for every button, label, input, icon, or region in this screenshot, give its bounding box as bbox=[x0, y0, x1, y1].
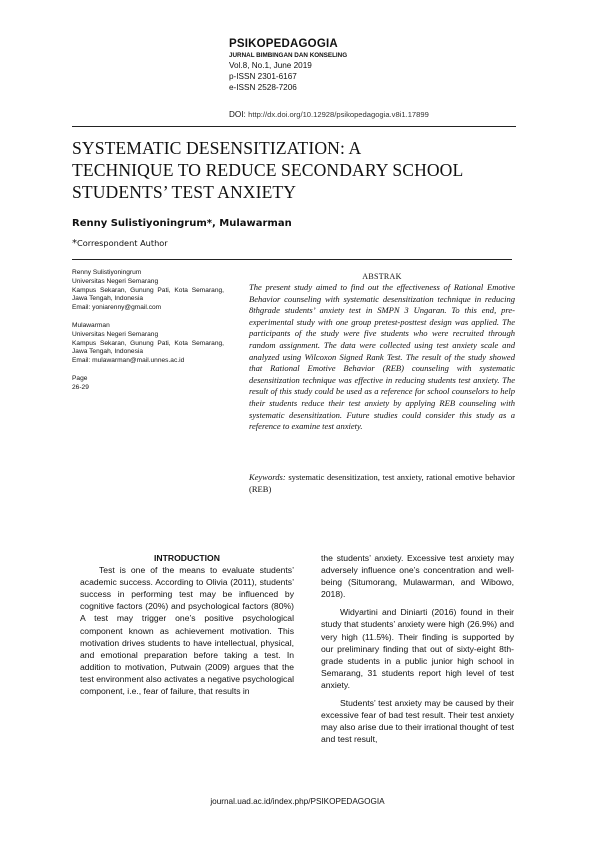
footer-url[interactable]: journal.uad.ac.id/index.php/PSIKOPEDAGOGIA bbox=[210, 797, 385, 806]
abstract-heading: ABSTRAK bbox=[362, 272, 402, 281]
journal-eissn: e-ISSN 2528-7206 bbox=[229, 83, 297, 92]
affiliation-name: Mulawarman bbox=[72, 321, 110, 329]
affiliation-email[interactable]: Email: mulawarman@mail.unnes.ac.id bbox=[72, 357, 185, 365]
body-paragraph: Students’ test anxiety may be caused by their excessive fear of bad test result. Their test anxiety may also arise due to their irrational thought of test and test result, bbox=[321, 698, 514, 745]
journal-pissn: p-ISSN 2301-6167 bbox=[229, 72, 297, 81]
abstract-text: The present study aimed to find out the effectiveness of Rational Emotive Behavior counseling with systematic desensitization technique in reducing 8thgrade students’ anxiety test in SMPN 3 Ungaran. To this end, pre-experimental study with one group pretest-posttest design was applied. The participants of the study were five students who were recruited through random assignment. The data were collected using test anxiety scale and analyzed using Wilcoxon Signed Rank Test. The result of the study showed that Rational Emotive Behavior (REB) counseling with systematic desensitization technique was effective in reducing students test anxiety. The result of this study could be used as a reference for school counselors to help their students reduce their test anxiety by applying REB counseling with systematic desensitization. Future studies could consider this study as a reference to examine test anxiety. bbox=[249, 282, 515, 432]
journal-header bbox=[229, 38, 529, 93]
article-title bbox=[72, 137, 542, 203]
body-column-left bbox=[80, 552, 294, 697]
page-range: 26-29 bbox=[72, 383, 89, 391]
journal-volume: Vol.8, No.1, June 2019 bbox=[229, 61, 312, 70]
affiliation-email[interactable]: Email: yoniarenny@gmail.com bbox=[72, 304, 162, 312]
header-divider bbox=[72, 126, 516, 127]
body-paragraph: Widyartini and Diniarti (2016) found in their study that students’ anxiety were high (26.9%) and very high (11.5%). Their finding is supported by our preliminary finding that out of sixty-eight 8th-grade students in a public junior high school in Semarang, 31 students report high level of test anxiety. bbox=[321, 607, 514, 690]
body-paragraph: the students’ anxiety. Excessive test anxiety may adversely influence one’s concentration and well-being (Situmorang, Mulawarman, and Wibowo, 2018). bbox=[321, 553, 514, 600]
affiliation-name: Renny Sulistiyoningrum bbox=[72, 269, 142, 276]
section-heading-introduction: INTRODUCTION bbox=[154, 553, 220, 563]
correspondent-note bbox=[72, 238, 168, 249]
keywords-list: systematic desensitization, test anxiety, rational emotive behavior (REB) bbox=[249, 472, 515, 494]
author-list: Renny Sulistiyoningrum*, Mulawarman bbox=[72, 218, 292, 229]
page-label: Page bbox=[72, 374, 88, 382]
correspondent-star: * bbox=[72, 238, 77, 249]
affiliation-block bbox=[72, 322, 224, 366]
keywords bbox=[249, 472, 515, 495]
doi-label: DOI: bbox=[229, 110, 246, 119]
affiliation-address: Kampus Sekaran, Gunung Pati, Kota Semarang, Jawa Tengah, Indonesia bbox=[72, 339, 224, 356]
author-divider bbox=[72, 259, 512, 260]
affiliation-university: Universitas Negeri Semarang bbox=[72, 277, 159, 285]
doi-line bbox=[229, 110, 429, 119]
keywords-label: Keywords: bbox=[249, 472, 286, 482]
article-title-line: SYSTEMATIC DESENSITIZATION: A bbox=[72, 138, 362, 158]
journal-name: PSIKOPEDAGOGIA bbox=[229, 38, 338, 50]
affiliation-block bbox=[72, 269, 224, 313]
page-info bbox=[72, 375, 224, 393]
affiliation-university: Universitas Negeri Semarang bbox=[72, 330, 159, 338]
affiliation-address: Kampus Sekaran, Gunung Pati, Kota Semarang, Jawa Tengah, Indonesia bbox=[72, 286, 224, 303]
article-title-line: TECHNIQUE TO REDUCE SECONDARY SCHOOL bbox=[72, 160, 464, 180]
correspondent-text: Correspondent Author bbox=[77, 238, 168, 248]
article-title-line: STUDENTS’ TEST ANXIETY bbox=[72, 182, 297, 202]
affiliation-column bbox=[72, 269, 224, 402]
journal-subtitle: JURNAL BIMBINGAN DAN KONSELING bbox=[229, 52, 348, 59]
body-paragraph: Test is one of the means to evaluate students’ academic success. According to Olivia (2011), students’ success in performing test may be influenced by cognitive factors (20%) and psychological factors (80%) A test may trigger one’s positive psychological component known as achievement motivation. This motivation drives students to have intellectual, physical, and emotional preparation before taking a test. In addition to motivation, Putwain (2009) argues that the test environment also activates a negative psychological component, i.e., fear of failure, that results in bbox=[80, 565, 295, 697]
body-column-right bbox=[321, 552, 514, 745]
doi-link[interactable]: http://dx.doi.org/10.12928/psikopedagogia.v8i1.17899 bbox=[248, 110, 429, 119]
